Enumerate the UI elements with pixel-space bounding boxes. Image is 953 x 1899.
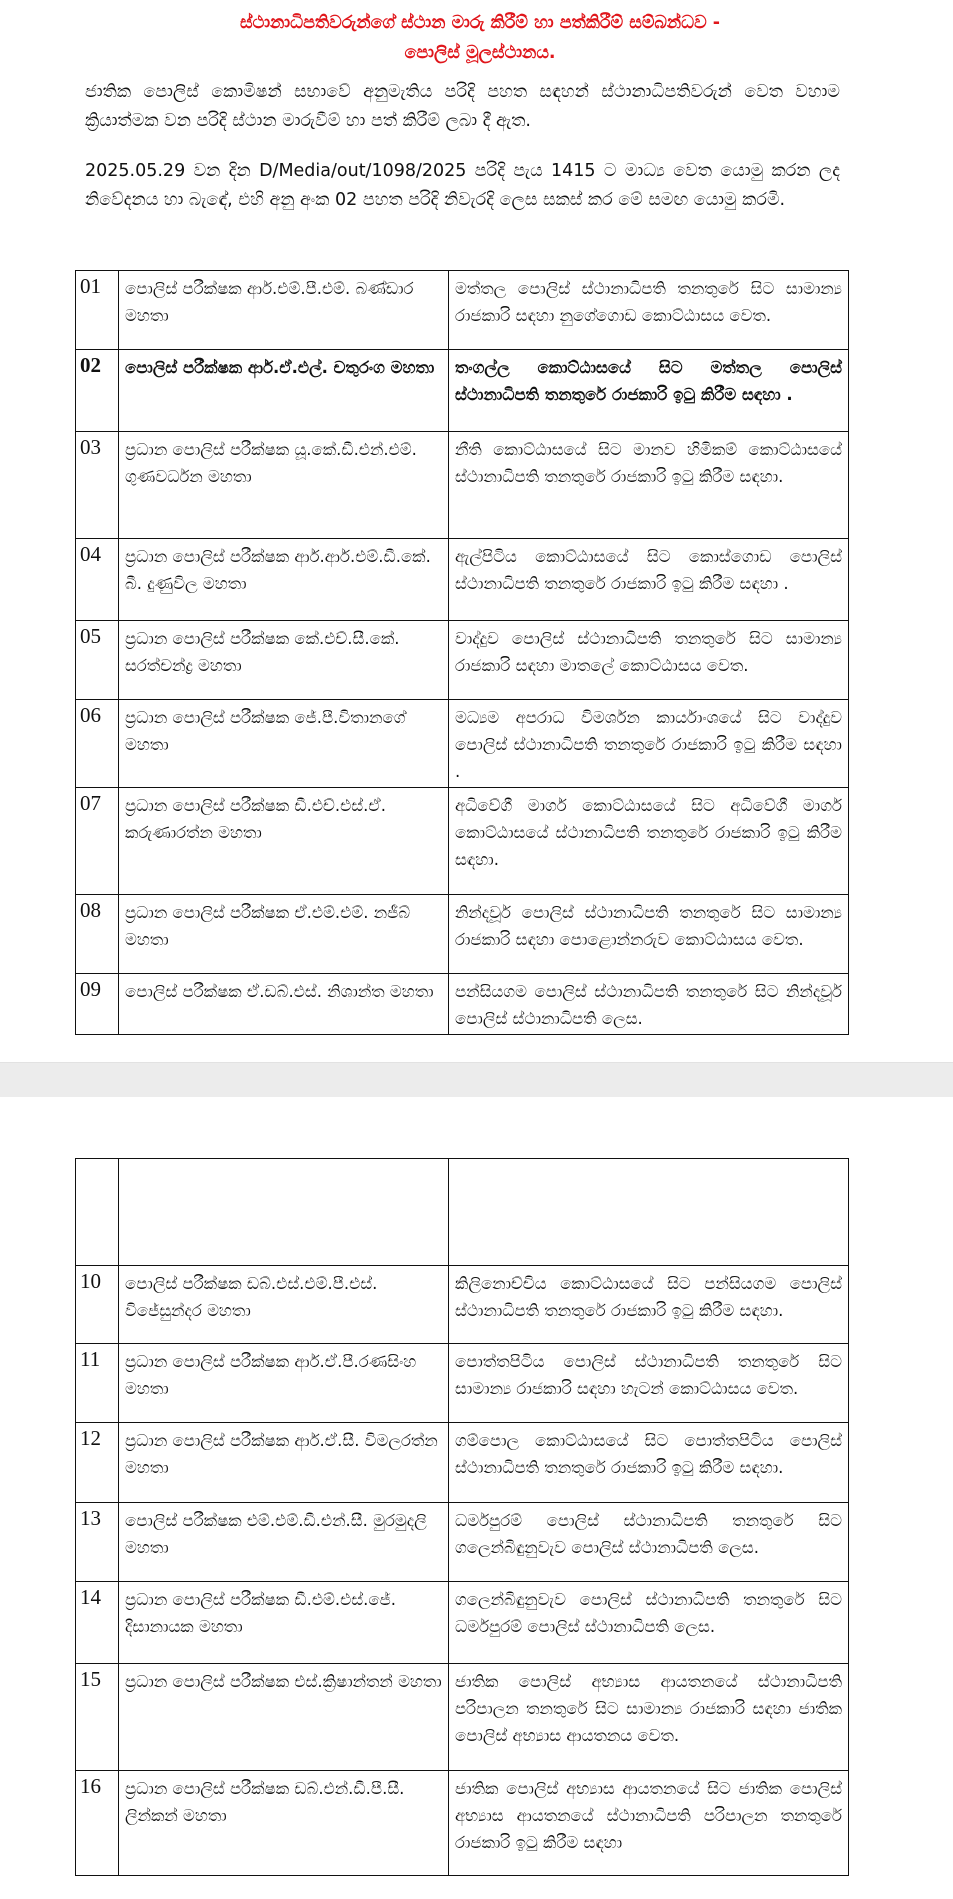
correction-paragraph: 2025.05.29 වන දින D/Media/out/1098/2025 පරිදි පැය 1415 ට මාධ්‍ය වෙත යොමු කරන ලද නිවේදනය හා බැඳේ, එහි අනු අංක 02 පහත පරිදි නිවැරදි ලෙස සකස් කර මේ සමඟ යොමු කරමි. bbox=[85, 161, 840, 210]
transfer-destination-cell: ඇල්පිටිය කොට්ඨාසයේ සිට කොස්ගොඩ පොලිස් ස්ථානාධිපති තනතුරේ රාජකාරි ඉටු කිරීම සඳහා . bbox=[449, 539, 849, 621]
transfer-destination-cell: අධිවේගී මාර්ග කොට්ඨාසයේ සිට අධිවේගී මාර්ග කොට්ඨාසයේ ස්ථානාධිපති තනතුරේ රාජකාරි ඉටු කිරීම සඳහා. bbox=[449, 788, 849, 895]
officer-name-cell: ප්‍රධාන පොලිස් පරීක්ෂක ආර්.ඒ.පී.රණසිංහ මහතා bbox=[119, 1344, 449, 1423]
table-row bbox=[76, 1664, 849, 1771]
serial-number-cell: 15 bbox=[76, 1664, 119, 1771]
serial-number-cell: 06 bbox=[76, 700, 119, 788]
officer-name-cell: ප්‍රධාන පොලිස් පරීක්ෂක ඩී.එච්.එස්.ඒ. කරුණාරත්න මහතා bbox=[119, 788, 449, 895]
table-row bbox=[76, 1423, 849, 1503]
serial-number-cell: 10 bbox=[76, 1266, 119, 1344]
serial-number-cell: 16 bbox=[76, 1771, 119, 1876]
transfer-table-page-2 bbox=[75, 1158, 849, 1876]
serial-number-cell: 11 bbox=[76, 1344, 119, 1423]
officer-name-cell: පොලිස් පරීක්ෂක ඒ.ඩබ්.එස්. නිශාන්ත මහතා bbox=[119, 974, 449, 1035]
officer-name-cell: ප්‍රධාන පොලිස් පරීක්ෂක එස්.ක්‍රිෂාන්තන් මහතා bbox=[119, 1664, 449, 1771]
serial-number-cell: 14 bbox=[76, 1582, 119, 1664]
officer-name-cell: පොලිස් පරීක්ෂක ආර්.එම්.පී.එම්. බණ්ඩාර මහතා bbox=[119, 271, 449, 350]
transfer-destination-cell: මත්තල පොලිස් ස්ථානාධිපති තනතුරේ සිට සාමාන්‍ය රාජකාරි සඳහා නුගේගොඩ කොට්ඨාසය වෙත. bbox=[449, 271, 849, 350]
officer-name-cell: ප්‍රධාන පොලිස් පරීක්ෂක ඒ.එම්.එම්. නජීබ් මහතා bbox=[119, 895, 449, 974]
serial-number-cell: 12 bbox=[76, 1423, 119, 1503]
officer-name-cell: ප්‍රධාන පොලිස් පරීක්ෂක ආර්.ඒ.සී. විමලරත්න මහතා bbox=[119, 1423, 449, 1503]
serial-number-cell: 07 bbox=[76, 788, 119, 895]
transfer-destination-cell: කිලිනොච්චිය කොට්ඨාසයේ සිට පන්සියගම පොලිස් ස්ථානාධිපති තනතුරේ රාජකාරි ඉටු කිරීම සඳහා. bbox=[449, 1266, 849, 1344]
table-row bbox=[76, 700, 849, 788]
table-row bbox=[76, 788, 849, 895]
serial-number-cell: 02 bbox=[76, 350, 119, 432]
table-row bbox=[76, 1582, 849, 1664]
table-row bbox=[76, 432, 849, 539]
page-separator bbox=[0, 1062, 953, 1098]
serial-number-cell: 03 bbox=[76, 432, 119, 539]
transfer-destination-cell bbox=[449, 1159, 849, 1266]
officer-name-cell: පොලිස් පරීක්ෂක ආර්.ඒ.එල්. චතුරංග මහතා bbox=[119, 350, 449, 432]
serial-number-cell: 08 bbox=[76, 895, 119, 974]
officer-name-cell: ප්‍රධාන පොලිස් පරීක්ෂක යූ.කේ.ඩී.එන්.එම්. ගුණවර්ධන මහතා bbox=[119, 432, 449, 539]
transfer-destination-cell: ගලෙන්බිඳුනුවැව පොලිස් ස්ථානාධිපති තනතුරේ සිට ධර්මපුරම් පොලිස් ස්ථානාධිපති ලෙස. bbox=[449, 1582, 849, 1664]
officer-name-cell: ප්‍රධාන පොලිස් පරීක්ෂක කේ.එච්.සී.කේ. සරත්චන්ද්‍ර මහතා bbox=[119, 621, 449, 700]
transfer-destination-cell: ධර්මපුරම් පොලිස් ස්ථානාධිපති තනතුරේ සිට ගලෙන්බිඳුනුවැව පොලිස් ස්ථානාධිපති ලෙස. bbox=[449, 1503, 849, 1582]
table-row bbox=[76, 350, 849, 432]
officer-name-cell: ප්‍රධාන පොලිස් පරීක්ෂක ඩී.එම්.එස්.ජේ. දිසානායක මහතා bbox=[119, 1582, 449, 1664]
transfer-destination-cell: නින්දවූර් පොලිස් ස්ථානාධිපති තනතුරේ සිට සාමාන්‍ය රාජකාරි සඳහා පොළොන්නරුව කොට්ඨාසය වෙත. bbox=[449, 895, 849, 974]
serial-number-cell: 01 bbox=[76, 271, 119, 350]
transfer-destination-cell: පොත්තපිටිය පොලිස් ස්ථානාධිපති තනතුරේ සිට සාමාන්‍ය රාජකාරි සඳහා හැටන් කොට්ඨාසය වෙත. bbox=[449, 1344, 849, 1423]
intro-paragraph: ජාතික පොලිස් කොමිෂන් සභාවේ අනුමැතිය පරිදි පහත සඳහන් ස්ථානාධිපතිවරුන් වෙත වහාම ක්‍රියාත්මක වන පරිදි ස්ථාන මාරුවීම් හා පත් කිරීම් ලබා දී ඇත. bbox=[85, 82, 840, 131]
serial-number-cell bbox=[76, 1159, 119, 1266]
table-row bbox=[76, 1503, 849, 1582]
table-row bbox=[76, 895, 849, 974]
transfer-destination-cell: ජාතික පොලිස් අභ්‍යාස ආයතනයේ ස්ථානාධිපති පරිපාලන තනතුරේ සිට සාමාන්‍ය රාජකාරි සඳහා ජාතික පොලිස් අභ්‍යාස ආයතනය වෙත. bbox=[449, 1664, 849, 1771]
title-line-2: පොලිස් මූලස්ථානය. bbox=[404, 43, 556, 63]
table-row bbox=[76, 974, 849, 1035]
table-row bbox=[76, 621, 849, 700]
transfer-destination-cell: ගම්පොල කොට්ඨාසයේ සිට පොත්තපිටිය පොලිස් ස්ථානාධිපති තනතුරේ රාජකාරි ඉටු කිරීම සඳහා. bbox=[449, 1423, 849, 1503]
transfer-table-page-1 bbox=[75, 270, 849, 1035]
table-row bbox=[76, 271, 849, 350]
table-row bbox=[76, 1266, 849, 1344]
officer-name-cell: ප්‍රධාන පොලිස් පරීක්ෂක ජේ.පී.විතානගේ මහතා bbox=[119, 700, 449, 788]
transfer-destination-cell: වාද්දුව පොලිස් ස්ථානාධිපති තනතුරේ සිට සාමාන්‍ය රාජකාරි සඳහා මාතලේ කොට්ඨාසය වෙත. bbox=[449, 621, 849, 700]
transfer-destination-cell: තංගල්ල කොට්ඨාසයේ සිට මත්තල පොලිස් ස්ථානාධිපති තනතුරේ රාජකාරි ඉටු කිරීම සඳහා . bbox=[449, 350, 849, 432]
officer-name-cell: ප්‍රධාන පොලිස් පරීක්ෂක ආර්.ආර්.එම්.ඩී.කේ. බී. දුණුවිල මහතා bbox=[119, 539, 449, 621]
serial-number-cell: 05 bbox=[76, 621, 119, 700]
transfer-destination-cell: පන්සියගම පොලිස් ස්ථානාධිපති තනතුරේ සිට නින්දවූර් පොලිස් ස්ථානාධිපති ලෙස. bbox=[449, 974, 849, 1035]
serial-number-cell: 13 bbox=[76, 1503, 119, 1582]
table-row bbox=[76, 1771, 849, 1876]
table-row bbox=[76, 1159, 849, 1266]
transfer-destination-cell: නීති කොට්ඨාසයේ සිට මානව හිමිකම් කොට්ඨාසයේ ස්ථානාධිපති තනතුරේ රාජකාරි ඉටු කිරීම සඳහා. bbox=[449, 432, 849, 539]
officer-name-cell: පොලිස් පරීක්ෂක ඩබ්.එස්.එම්.පී.එස්. විජේසුන්දර මහතා bbox=[119, 1266, 449, 1344]
serial-number-cell: 04 bbox=[76, 539, 119, 621]
officer-name-cell bbox=[119, 1159, 449, 1266]
transfer-destination-cell: ජාතික පොලිස් අභ්‍යාස ආයතනයේ සිට ජාතික පොලිස් අභ්‍යාස ආයතනයේ ස්ථානාධිපති පරිපාලන තනතුරේ රාජකාරි ඉටු කිරීම සඳහා bbox=[449, 1771, 849, 1876]
document-title bbox=[80, 8, 880, 68]
officer-name-cell: ප්‍රධාන පොලිස් පරීක්ෂක ඩබ්.එන්.ඩී.පී.සී. ලින්කන් මහතා bbox=[119, 1771, 449, 1876]
serial-number-cell: 09 bbox=[76, 974, 119, 1035]
officer-name-cell: පොලිස් පරීක්ෂක එම්.එම්.ඩී.එන්.සී. මුරමුදලි මහතා bbox=[119, 1503, 449, 1582]
title-line-1: ස්ථානාධිපතිවරුන්ගේ ස්ථාන මාරු කිරීම් හා පත්කිරීම් සම්බන්ධව - bbox=[239, 13, 721, 33]
table-row bbox=[76, 1344, 849, 1423]
transfer-destination-cell: මධ්‍යම අපරාධ විමර්ශන කාර්යාංශයේ සිට වාද්දුව පොලිස් ස්ථානාධිපති තනතුරේ රාජකාරි ඉටු කිරීම සඳහා . bbox=[449, 700, 849, 788]
table-row bbox=[76, 539, 849, 621]
